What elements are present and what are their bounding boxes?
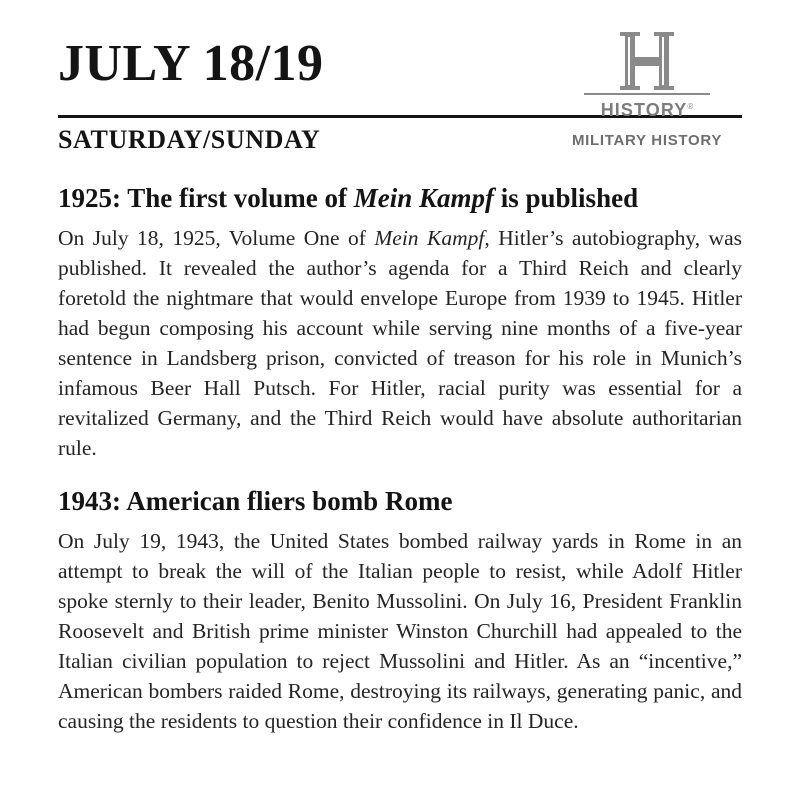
article-body: [58, 223, 742, 463]
page-title: JULY 18/19: [58, 35, 324, 92]
article-heading-text-before: 1925: The first volume of: [58, 183, 354, 213]
article-heading-title-italic: Mein Kampf: [353, 183, 494, 213]
article-heading-text-after: is published: [494, 183, 639, 213]
history-wordmark: [584, 93, 710, 120]
article-list: [58, 152, 742, 736]
article-body-part-2: , Hitler’s autobiography, was published. It revealed the author’s agenda for a Third Reich and clearly foretold the nightmare that would envelope Europe from 1939 to 1945. Hitler had begun composing his account while serving nine months of a five-year sentence in Landsberg prison, convicted of treason for his role in Munich’s infamous Beer Hall Putsch. For Hitler, racial purity was essential for a revitalized Germany, and the Third Reich would have absolute authoritarian rule.: [58, 226, 742, 460]
article-heading: [58, 182, 742, 214]
history-wordmark-text: HISTORY: [600, 100, 688, 120]
article-body-part-1: On July 19, 1943, the United States bombed railway yards in Rome in an attempt to break the will of the Italian people to resist, while Adolf Hitler spoke sternly to their leader, Benito Mussolini. On July 16, President Franklin Roosevelt and British prime minister Winston Churchill had appealed to the Italian civilian population to reject Mussolini and Hitler. As an “incentive,” American bombers raided Rome, destroying its railways, generating panic, and causing the residents to question their confidence in Il Duce.: [58, 529, 742, 733]
registered-trademark-icon: ®: [687, 102, 694, 111]
article-body-part-1: On July 18, 1925, Volume One of: [58, 226, 375, 250]
date-block: [58, 36, 518, 92]
article-body-title-italic: Mein Kampf: [374, 226, 485, 250]
article-heading-text-before: 1943: American fliers bomb Rome: [58, 486, 453, 516]
history-logo: [552, 30, 742, 150]
article-body: [58, 526, 742, 736]
article-entry-1943: [58, 485, 742, 736]
article-entry-1925: [58, 182, 742, 463]
page-header: [58, 0, 742, 152]
page-subtitle: SATURDAY/SUNDAY: [58, 125, 321, 154]
date-subtitle-block: [58, 118, 518, 155]
article-heading: [58, 485, 742, 517]
history-h-monogram-icon: [616, 30, 678, 92]
sub-brand-label: MILITARY HISTORY: [571, 132, 723, 149]
